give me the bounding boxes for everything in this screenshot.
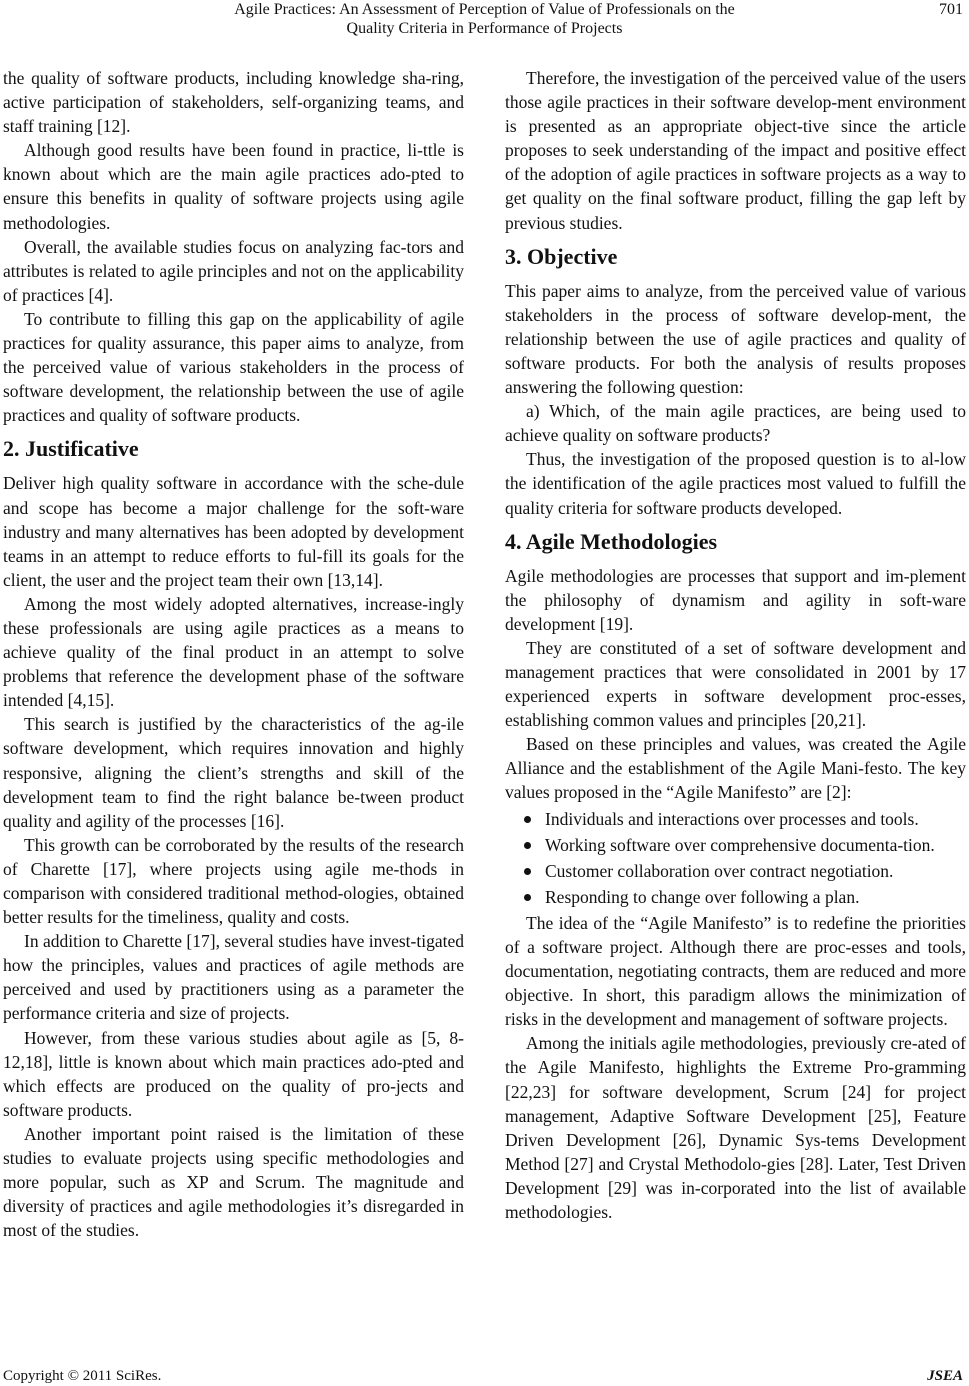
paragraph: Agile methodologies are processes that support and im-plement the philosophy of dynamism and agility in soft-ware development [19].: [505, 565, 966, 634]
paragraph: This growth can be corroborated by the results of the research of Charette [17], where projects using agile me-thods in comparison with considered traditional method-ologies, obtained better results for the timeliness, quality and costs.: [3, 834, 464, 928]
list-item: [505, 885, 966, 909]
list-item: [505, 833, 966, 857]
list-item: [505, 859, 966, 883]
right-column: [505, 66, 966, 1224]
running-header: [0, 0, 969, 44]
paragraph: Among the most widely adopted alternatives, increase-ingly these professionals are using agile practices as a means to achieve quality of the final product in an attempt to solve problems that reference the development phase of the software intended [4,15].: [3, 593, 464, 711]
list-item: [505, 807, 966, 831]
paragraph: This search is justified by the characteristics of the ag-ile software development, which requires innovation and highly responsive, aligning the client’s strengths and skill of the development team to find the right balance be-tween product quality and agility of the processes [16].: [3, 714, 464, 831]
paragraph: The idea of the “Agile Manifesto” is to redefine the priorities of a software project. Although there are proc-esses and tools, documentation, negotiating contracts, them are reduced and more objective. In short, this paradigm allows the minimization of risks in the development and management of software projects.: [505, 912, 966, 1030]
bullet-icon: [524, 894, 531, 901]
paragraph: In addition to Charette [17], several studies have invest-tigated how the principles, values and practices of agile methods are perceived and used by practitioners using as a parameter the performance criteria and size of projects.: [3, 931, 464, 1024]
paragraph: This paper aims to analyze, from the perceived value of various stakeholders in the process of software develop-ment, the relationship between the use of agile practices and quality of software products. For both the analysis of results proposes answering the following question:: [505, 280, 966, 398]
paragraph: However, from these various studies about agile as [5, 8-12,18], little is known about which main practices ado-pted and which effects are produced on the quality of pro-jects and software products.: [3, 1027, 464, 1120]
paragraph: Although good results have been found in practice, li-ttle is known about which are the main agile practices ado-pted to ensure this benefits in quality of software projects using agile methodologies.: [3, 140, 464, 233]
paragraph: Overall, the available studies focus on analyzing fac-tors and attributes is related to agile principles and not on the applicability of practices [4].: [3, 236, 464, 305]
journal-abbreviation: JSEA: [927, 1368, 963, 1384]
section-heading-agile-methodologies: 4. Agile Methodologies: [505, 528, 718, 554]
header-title-line-1: Agile Practices: An Assessment of Perception of Value of Professionals on the: [234, 1, 735, 18]
paragraph: Deliver high quality software in accordance with the sche-dule and scope has become a major challenge for the soft-ware industry and many alternatives has been adopted by development teams in an attempt to reduce efforts to ful-fill its goals for the client, the user and the project team their own [13,14].: [3, 473, 464, 590]
left-column: [3, 66, 464, 1242]
paragraph: Another important point raised is the limitation of these studies to evaluate projects using specific methodologies and more popular, such as XP and Scrum. The magnitude and diversity of practices and agile methodologies it’s disregarded in most of the studies.: [3, 1123, 464, 1241]
page-number: 701: [939, 1, 963, 18]
header-title-line-2: Quality Criteria in Performance of Projects: [346, 20, 623, 37]
paragraph: To contribute to filling this gap on the applicability of agile practices for quality assurance, this paper aims to analyze, from the perceived value of various stakeholders in the process of software development, the relationship between the use of agile practices and quality of software products.: [3, 308, 464, 426]
section-heading-justificative: 2. Justificative: [3, 436, 139, 462]
paragraph: Therefore, the investigation of the perceived value of the users those agile practices in their software develop-ment environment is presented as an appropriate object-tive since the article proposes to seek understanding of the impact and positive effect of the adoption of agile practices in software projects as a way to get quality on the final software product, filling the gap left by previous studies.: [505, 68, 966, 233]
paragraph: a) Which, of the main agile practices, are being used to achieve quality on software products?: [505, 401, 966, 446]
bullet-icon: [524, 842, 531, 849]
paragraph: the quality of software products, including knowledge sha-ring, active participation of stakeholders, self-organizing teams, and staff training [12].: [3, 68, 464, 137]
list-item-text: Working software over comprehensive documenta-tion.: [545, 834, 935, 855]
section-heading-objective: 3. Objective: [505, 243, 618, 269]
page-footer: [0, 1368, 969, 1386]
list-item-text: Individuals and interactions over processes and tools.: [545, 808, 919, 829]
bullet-icon: [524, 868, 531, 875]
agile-manifesto-values-list: [505, 807, 966, 909]
copyright-notice: Copyright © 2011 SciRes.: [3, 1368, 162, 1384]
bullet-icon: [524, 816, 531, 823]
paragraph: Among the initials agile methodologies, previously cre-ated of the Agile Manifesto, highlights the Extreme Pro-gramming [22,23] for software development, Scrum [24] for project management, Adaptive Software Development [25], Feature Driven Development [26], Dynamic Sys-tems Development Method [27] and Crystal Methodolo-gies [28]. Later, Test Driven Development [29] was in-corporated into the list of available methodologies.: [505, 1033, 966, 1223]
paragraph: Thus, the investigation of the proposed question is to al-low the identification of the agile practices most valued to fulfill the quality criteria for software products developed.: [505, 449, 966, 518]
list-item-text: Customer collaboration over contract negotiation.: [545, 860, 894, 881]
paragraph: They are constituted of a set of software development and management practices that were consolidated in 2001 by 17 experienced experts in software development proc-esses, establishing common values and principles [20,21].: [505, 637, 966, 731]
paragraph: Based on these principles and values, was created the Agile Alliance and the establishment of the Agile Mani-festo. The key values proposed in the “Agile Manifesto” are [2]:: [505, 734, 966, 803]
list-item-text: Responding to change over following a plan.: [545, 886, 860, 907]
